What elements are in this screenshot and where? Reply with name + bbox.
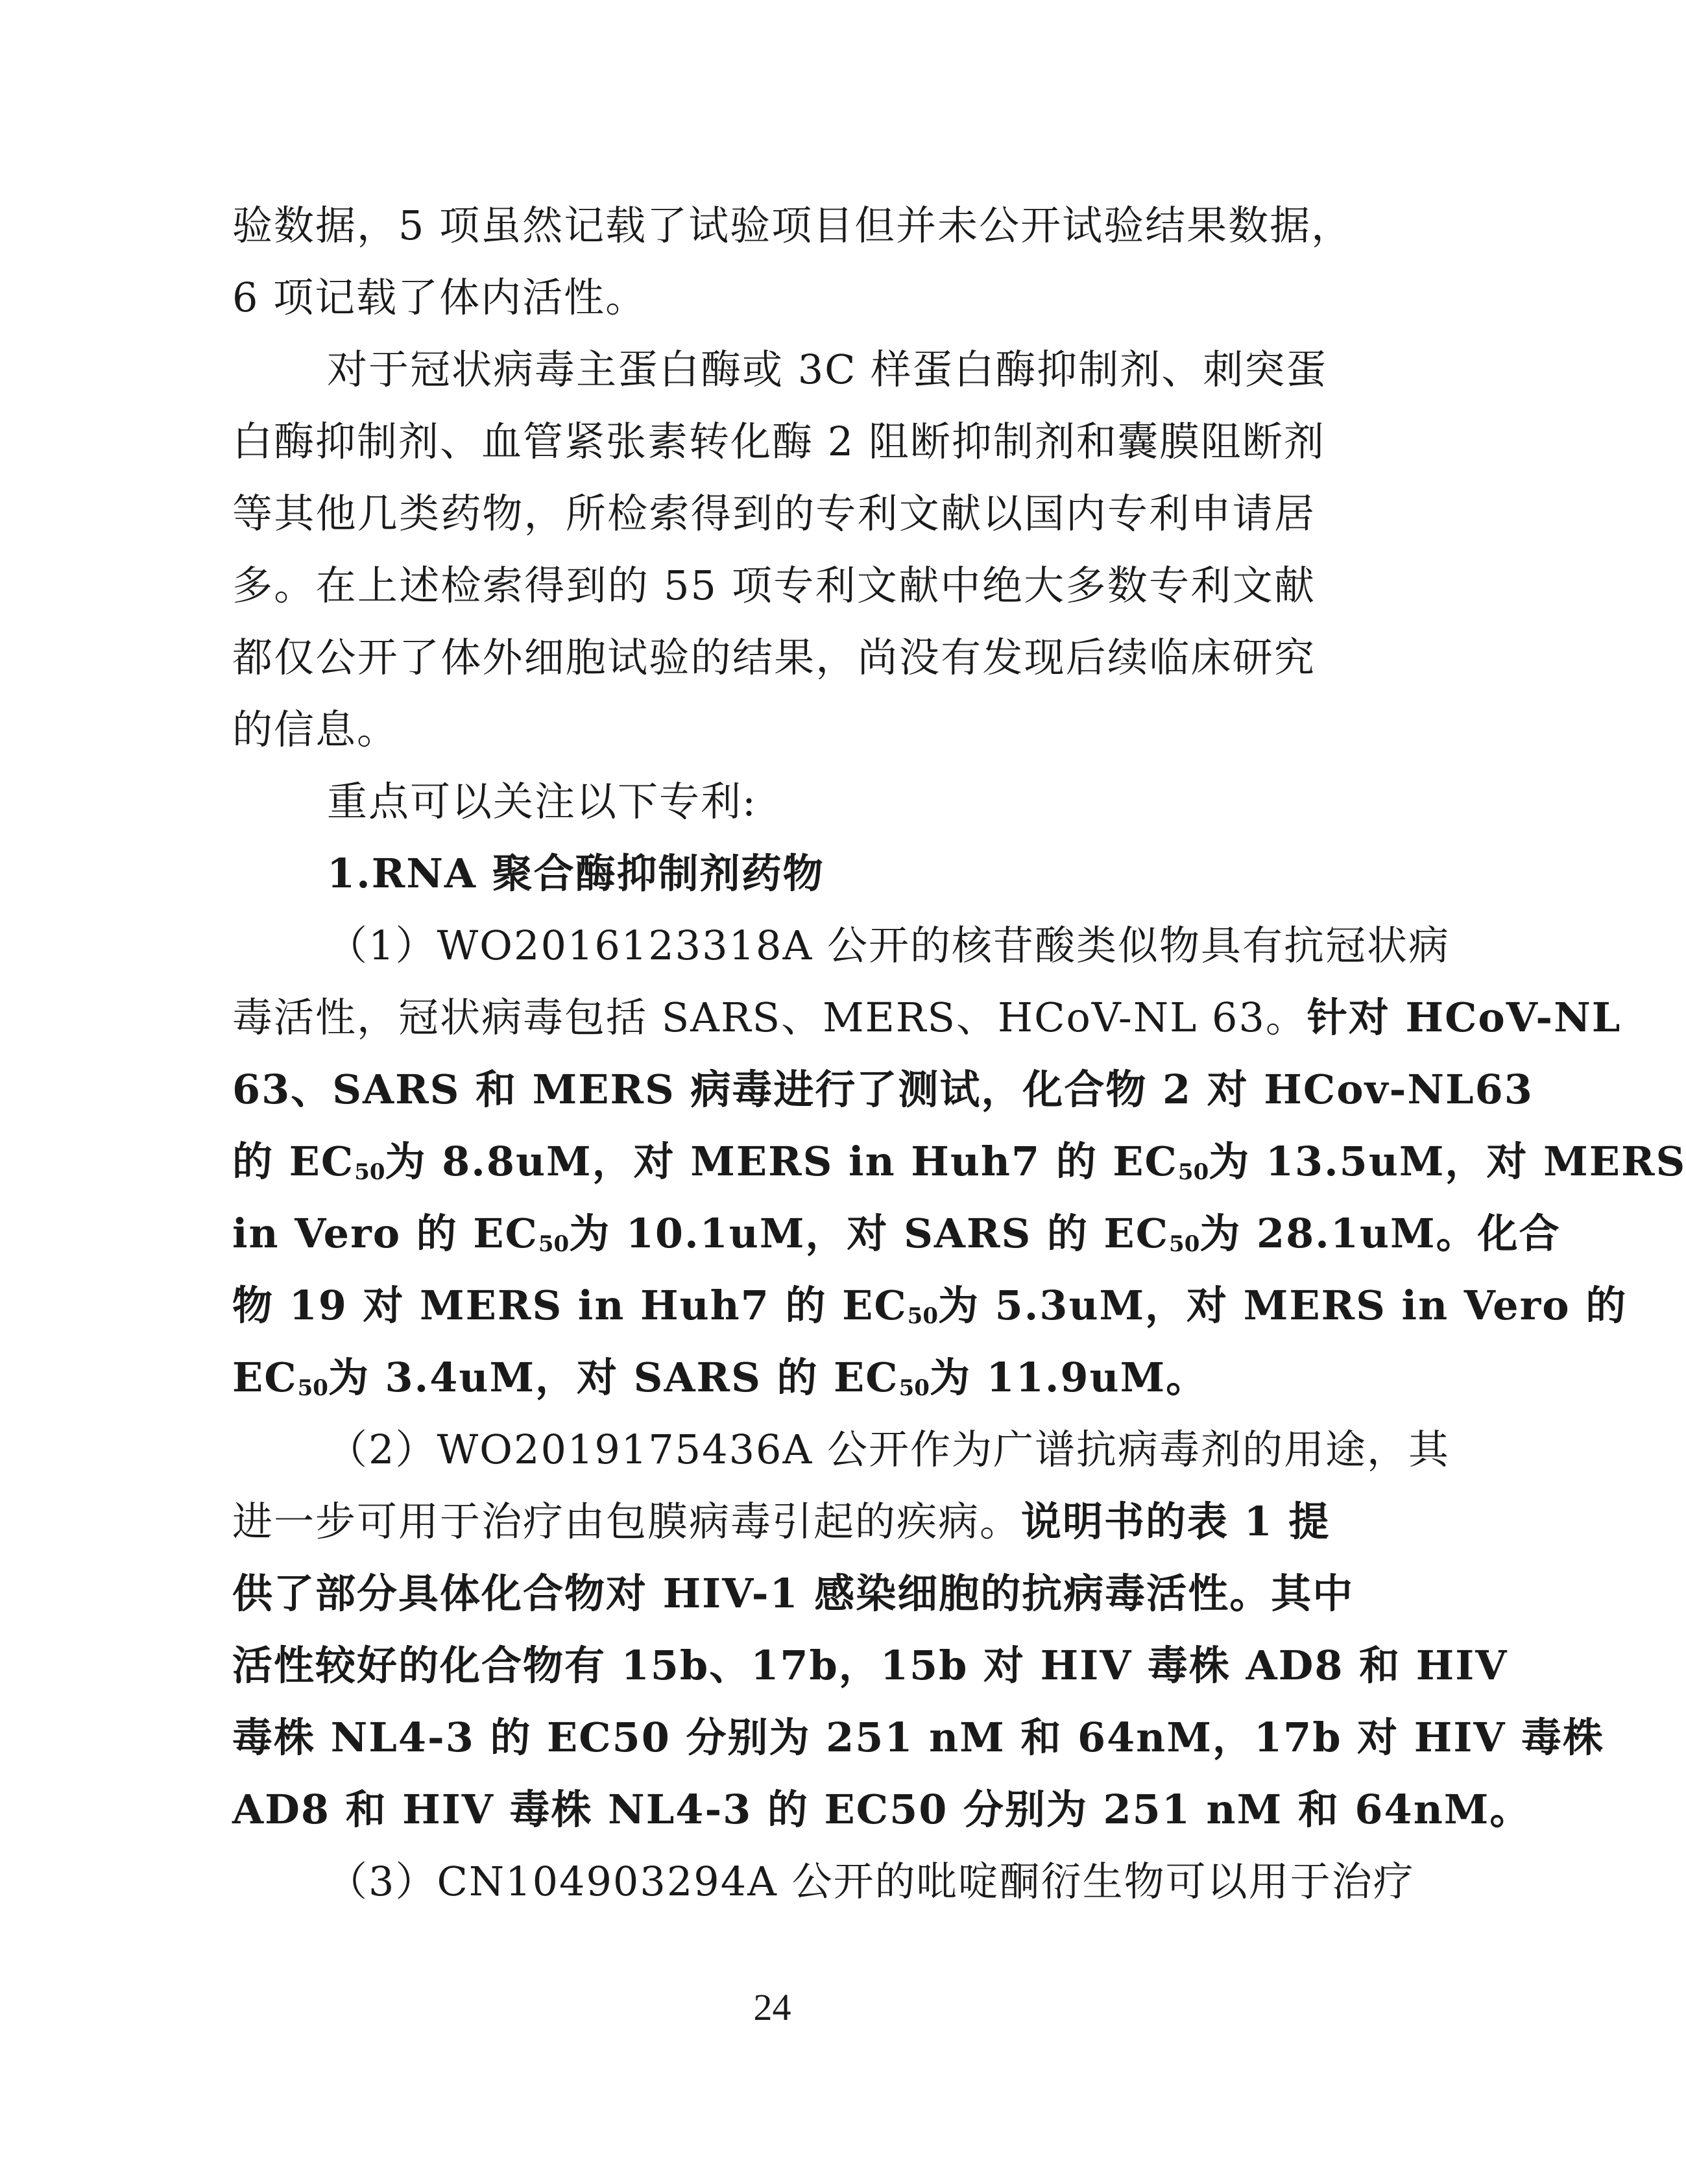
subscript: 50: [1169, 1231, 1200, 1257]
subscript: 50: [907, 1303, 938, 1329]
paragraph-test-data-summary: [232, 189, 1353, 333]
text-line: （2）WO2019175436A 公开作为广谱抗病毒剂的用途，其: [327, 1426, 1450, 1473]
patent-item-2: [232, 1413, 1605, 1845]
text-line: 等其他几类药物，所检索得到的专利文献以国内专利申请居: [232, 490, 1316, 537]
text-line: 的信息。: [232, 706, 399, 753]
text-line: 白酶抑制剂、血管紧张素转化酶 2 阻断抑制剂和囊膜阻断剂: [232, 418, 1325, 465]
text-line: [232, 1485, 1331, 1557]
text-line: （1）WO2016123318A 公开的核苷酸类似物具有抗冠状病: [327, 922, 1450, 969]
text-line: 63、SARS 和 MERS 病毒进行了测试，化合物 2 对 HCov-NL63: [232, 1066, 1534, 1113]
subscript: 50: [538, 1231, 570, 1257]
subscript: 50: [297, 1375, 328, 1401]
text-line: 活性较好的化合物有 15b、17b，15b 对 HIV 毒株 AD8 和 HIV: [232, 1642, 1508, 1689]
patent-item-1: [232, 909, 1686, 1413]
text-span: 为 28.1uM。化合: [1199, 1210, 1561, 1257]
text-span: 为 10.1uM，对 SARS 的 EC: [569, 1210, 1170, 1257]
text-line: 多。在上述检索得到的 55 项专利文献中绝大多数专利文献: [232, 562, 1316, 609]
text-line: 对于冠状病毒主蛋白酶或 3C 样蛋白酶抑制剂、刺突蛋: [327, 346, 1328, 393]
text-line: 6 项记载了体内活性。: [232, 274, 647, 321]
text-span-bold: 针对 HCoV-NL: [1307, 994, 1622, 1041]
text-line: 供了部分具体化合物对 HIV-1 感染细胞的抗病毒活性。其中: [232, 1570, 1355, 1617]
document-body: [232, 189, 1686, 1917]
text-line: [232, 1125, 1686, 1197]
section-heading: 1.RNA 聚合酶抑制剂药物: [327, 850, 825, 897]
subscript: 50: [898, 1375, 930, 1401]
page-number: 24: [753, 1986, 791, 2028]
text-line: （3）CN104903294A 公开的吡啶酮衍生物可以用于治疗: [327, 1858, 1415, 1905]
text-line: 毒株 NL4-3 的 EC50 分别为 251 nM 和 64nM，17b 对 HIV 毒株: [232, 1714, 1605, 1761]
paragraph-other-drug-classes: [232, 333, 1328, 765]
text-span-bold: 说明书的表 1 提: [1021, 1498, 1331, 1545]
text-span: 毒活性，冠状病毒包括 SARS、MERS、HCoV-NL 63。: [232, 994, 1307, 1041]
text-line: 验数据，5 项虽然记载了试验项目但并未公开试验结果数据，: [232, 202, 1353, 249]
text-span: 为 3.4uM，对 SARS 的 EC: [328, 1354, 899, 1401]
text-span: 为 8.8uM，对 MERS in Huh7 的 EC: [385, 1138, 1178, 1185]
subscript: 50: [1177, 1159, 1209, 1185]
text-span: 物 19 对 MERS in Huh7 的 EC: [232, 1282, 908, 1329]
text-line: [232, 1269, 1628, 1341]
text-line: 都仅公开了体外细胞试验的结果，尚没有发现后续临床研究: [232, 634, 1316, 681]
text-span: 的 EC: [232, 1138, 355, 1185]
text-span: 为 5.3uM，对 MERS in Vero 的: [938, 1282, 1628, 1329]
focus-intro: 重点可以关注以下专利:: [327, 778, 757, 825]
text-span: 进一步可用于治疗由包膜病毒引起的疾病。: [232, 1498, 1022, 1545]
patent-item-3: [232, 1845, 1415, 1917]
text-line: [232, 1341, 1316, 1413]
text-span: EC: [232, 1354, 298, 1401]
text-span: in Vero 的 EC: [232, 1210, 538, 1257]
text-line: [232, 1197, 1561, 1269]
text-span: 为 13.5uM，对 MERS: [1209, 1138, 1686, 1185]
text-span: 为 11.9uM。: [929, 1354, 1208, 1401]
subscript: 50: [354, 1159, 385, 1185]
text-line: [232, 981, 1622, 1053]
text-line: AD8 和 HIV 毒株 NL4-3 的 EC50 分别为 251 nM 和 64nM。: [232, 1786, 1532, 1833]
